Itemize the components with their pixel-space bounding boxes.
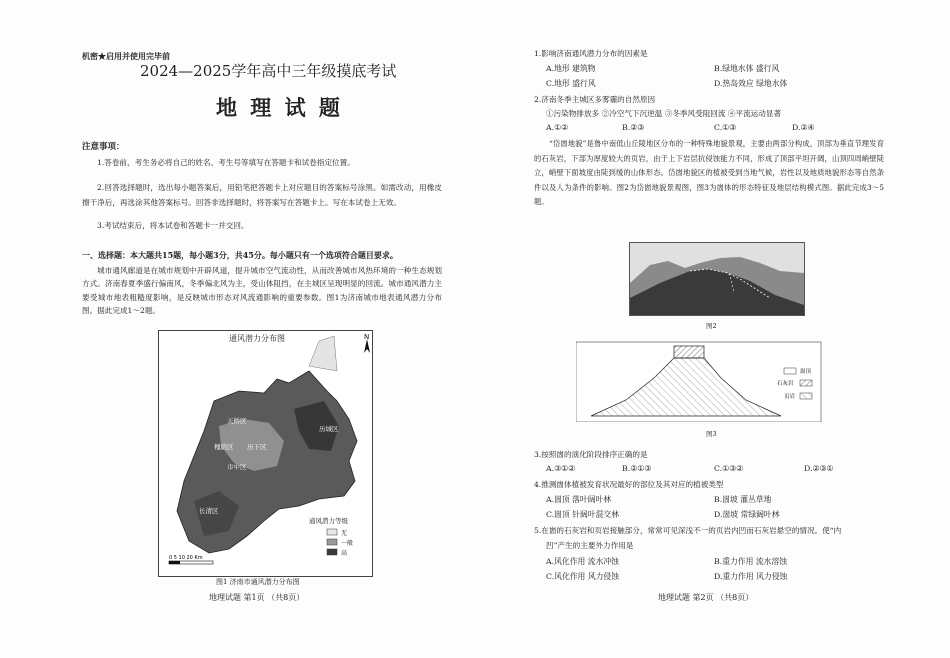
fig2-caption: 图2: [706, 322, 717, 330]
q2-option-b[interactable]: B.②③: [622, 123, 645, 132]
legend-title: 通风潜力等级: [309, 517, 348, 525]
q2-stem: 2.济南冬季主城区多雾霾的自然原因: [534, 95, 656, 104]
q1-option-a[interactable]: A.地形 建筑物: [546, 64, 596, 73]
exam-title: 2024—2025学年高中三年级摸底考试: [140, 62, 397, 80]
q4-option-d[interactable]: D.崮坡 常绿阔叶林: [714, 510, 780, 519]
legend-swatch-none: [327, 529, 337, 535]
legend-swatch-high: [327, 549, 337, 555]
right-footer: 地理试题 第2页 （共8页）: [658, 593, 754, 602]
q2-items: ①污染物排放多 ②冷空气下沉逆温 ③冬季风受阻回流 ④平流运动显著: [546, 109, 782, 118]
fig2-graphic: [630, 243, 804, 315]
q4-option-a[interactable]: A.崮顶 落叶阔叶林: [546, 495, 612, 504]
fig3-legend-cap: 崮顶: [800, 369, 812, 375]
q2-option-a[interactable]: A.①②: [546, 123, 569, 132]
left-footer: 地理试题 第1页 （共8页）: [209, 593, 305, 602]
q3-option-c[interactable]: C.①③②: [714, 464, 744, 473]
map-graphic: [159, 331, 372, 576]
notice-1: 1.答卷前，考生务必将自己的姓名、考生号等填写在答题卡和试卷指定位置。: [97, 158, 355, 167]
q4-option-c[interactable]: C.崮顶 针阔叶混交林: [546, 510, 620, 519]
label-changqing: 长清区: [199, 507, 219, 515]
q5-stem-line-2: 凹”产生的主要外力作用是: [546, 541, 634, 550]
label-licheng: 历城区: [319, 425, 339, 433]
q5-stem-line-1: 5.在崮的石灰岩和页岩接触部分，常常可见深浅不一的页岩内凹而石灰岩悬空的情况。使“内: [534, 526, 842, 535]
legend-label-high: 高: [341, 550, 348, 557]
fig3-legend-swatch-cap: [784, 368, 796, 374]
q3-option-d[interactable]: D.②③①: [804, 464, 834, 473]
q5-option-b[interactable]: B.重力作用 流水溶蚀: [714, 557, 788, 566]
label-tianqiao: 天桥区: [227, 417, 247, 425]
fig1-caption: 图1 济南市通风潜力分布图: [216, 578, 300, 586]
q1-stem: 1.影响济南通风潜力分布的因素是: [534, 49, 648, 58]
fig3-legend-shale: 页岩: [784, 394, 796, 400]
q1-option-b[interactable]: B.绿地水体 盛行风: [714, 64, 780, 73]
fig3-cap: [674, 346, 704, 358]
confidential-mark: 机密★启用并使用完毕前: [82, 51, 170, 61]
north-label: N: [364, 333, 370, 341]
intro-paragraph: 城市通风廊道是在城市规划中开辟风道，提升城市空气流动性，从而改善城市风热环境的一种生态规划方式。济南春夏季盛行偏南风，冬季偏北风为主，受山体阻挡，在主城区呈现明显的回流。城市通风潜力主要受城市地表粗糙度影响，是反映城市形态对风流通影响的重要参数。图1为济南城市地表通风潜力分布图。据此完成1～2题。: [82, 266, 442, 316]
map-north-blank: [309, 336, 337, 371]
q4-option-b[interactable]: B.崮坡 灌丛草地: [714, 495, 772, 504]
section-heading: 一、选择题：本大题共15题，每小题3分，共45分。每小题只有一个选项符合题目要求。: [82, 250, 398, 260]
q5-option-c[interactable]: C.风化作用 风力侵蚀: [546, 572, 620, 581]
label-huaiyin: 槐荫区: [214, 443, 234, 451]
q5-option-d[interactable]: D.重力作用 风力侵蚀: [714, 572, 788, 581]
fig3-legend-limestone: 石灰岩: [777, 381, 794, 387]
q3-option-b[interactable]: B.②①③: [622, 464, 652, 473]
scale-bar-seg: [169, 561, 180, 564]
north-arrow-icon: [364, 339, 370, 353]
notice-heading: 注意事项：: [82, 142, 125, 152]
legend-label-none: 无: [341, 530, 348, 537]
intro-paragraph-2: “岱崮地貌”是鲁中南低山丘陵地区分布的一种特殊地貌景观，主要由两部分构成，顶部为垂直节理发育的石灰岩，下部为厚度较大的页岩，由于上下岩层抗侵蚀能力不同，形成了顶部平坦开阔，山顶四周峭壁陡立，峭壁下面坡度由陡到缓的山体形态。岱崮地貌区的植被受到当地气候，岩性以及地质地貌形态等自然条件以及人为条件的影响。图2为岱崮地貌景观图，图3为崮体的形态特征及地层结构模式图。据此完成3～5题。: [534, 139, 884, 207]
q1-option-c[interactable]: C.地形 盛行风: [546, 79, 596, 88]
q2-option-d[interactable]: D.②④: [792, 123, 815, 132]
subject-title: 地 理 试 题: [216, 95, 343, 120]
label-shizhong: 市中区: [227, 463, 247, 471]
notice-3: 3.考试结束后，将本试卷和答题卡一并交回。: [97, 221, 249, 230]
fig3-legend-swatch-shale: [800, 393, 812, 399]
notice-2: 2.回答选择题时，选出每小题答案后，用铅笔把答题卡上对应题目的答案标号涂黑。如需改动，用橡皮擦干净后，再选涂其他答案标号。回答非选择题时，将答案写在答题卡上。写在本试卷上无效。: [82, 183, 442, 207]
legend-swatch-normal: [327, 539, 337, 545]
label-lixia: 历下区: [247, 443, 267, 451]
fig2-photo: [629, 242, 805, 316]
map-title: 通风潜力分布图: [229, 334, 285, 343]
fig3-graphic: [576, 338, 836, 422]
scale-text: 0 5 10 20 Km: [169, 555, 203, 561]
q4-stem: 4.推测崮体植被发育状况最好的部位及其对应的植被类型: [534, 480, 724, 489]
fig3-diagram: [576, 338, 836, 422]
q1-option-d[interactable]: D.热岛效应 绿地水体: [714, 79, 788, 88]
q2-option-c[interactable]: C.①③: [714, 123, 737, 132]
legend-label-normal: 一般: [341, 540, 354, 547]
q3-option-a[interactable]: A.③①②: [546, 464, 576, 473]
q3-stem: 3.按照崮的演化阶段排序正确的是: [534, 450, 648, 459]
q5-option-a[interactable]: A.风化作用 流水冲蚀: [546, 557, 619, 566]
fig3-caption: 图3: [706, 430, 717, 438]
fig3-legend-swatch-limestone: [800, 380, 812, 386]
ventilation-map: [158, 330, 373, 577]
